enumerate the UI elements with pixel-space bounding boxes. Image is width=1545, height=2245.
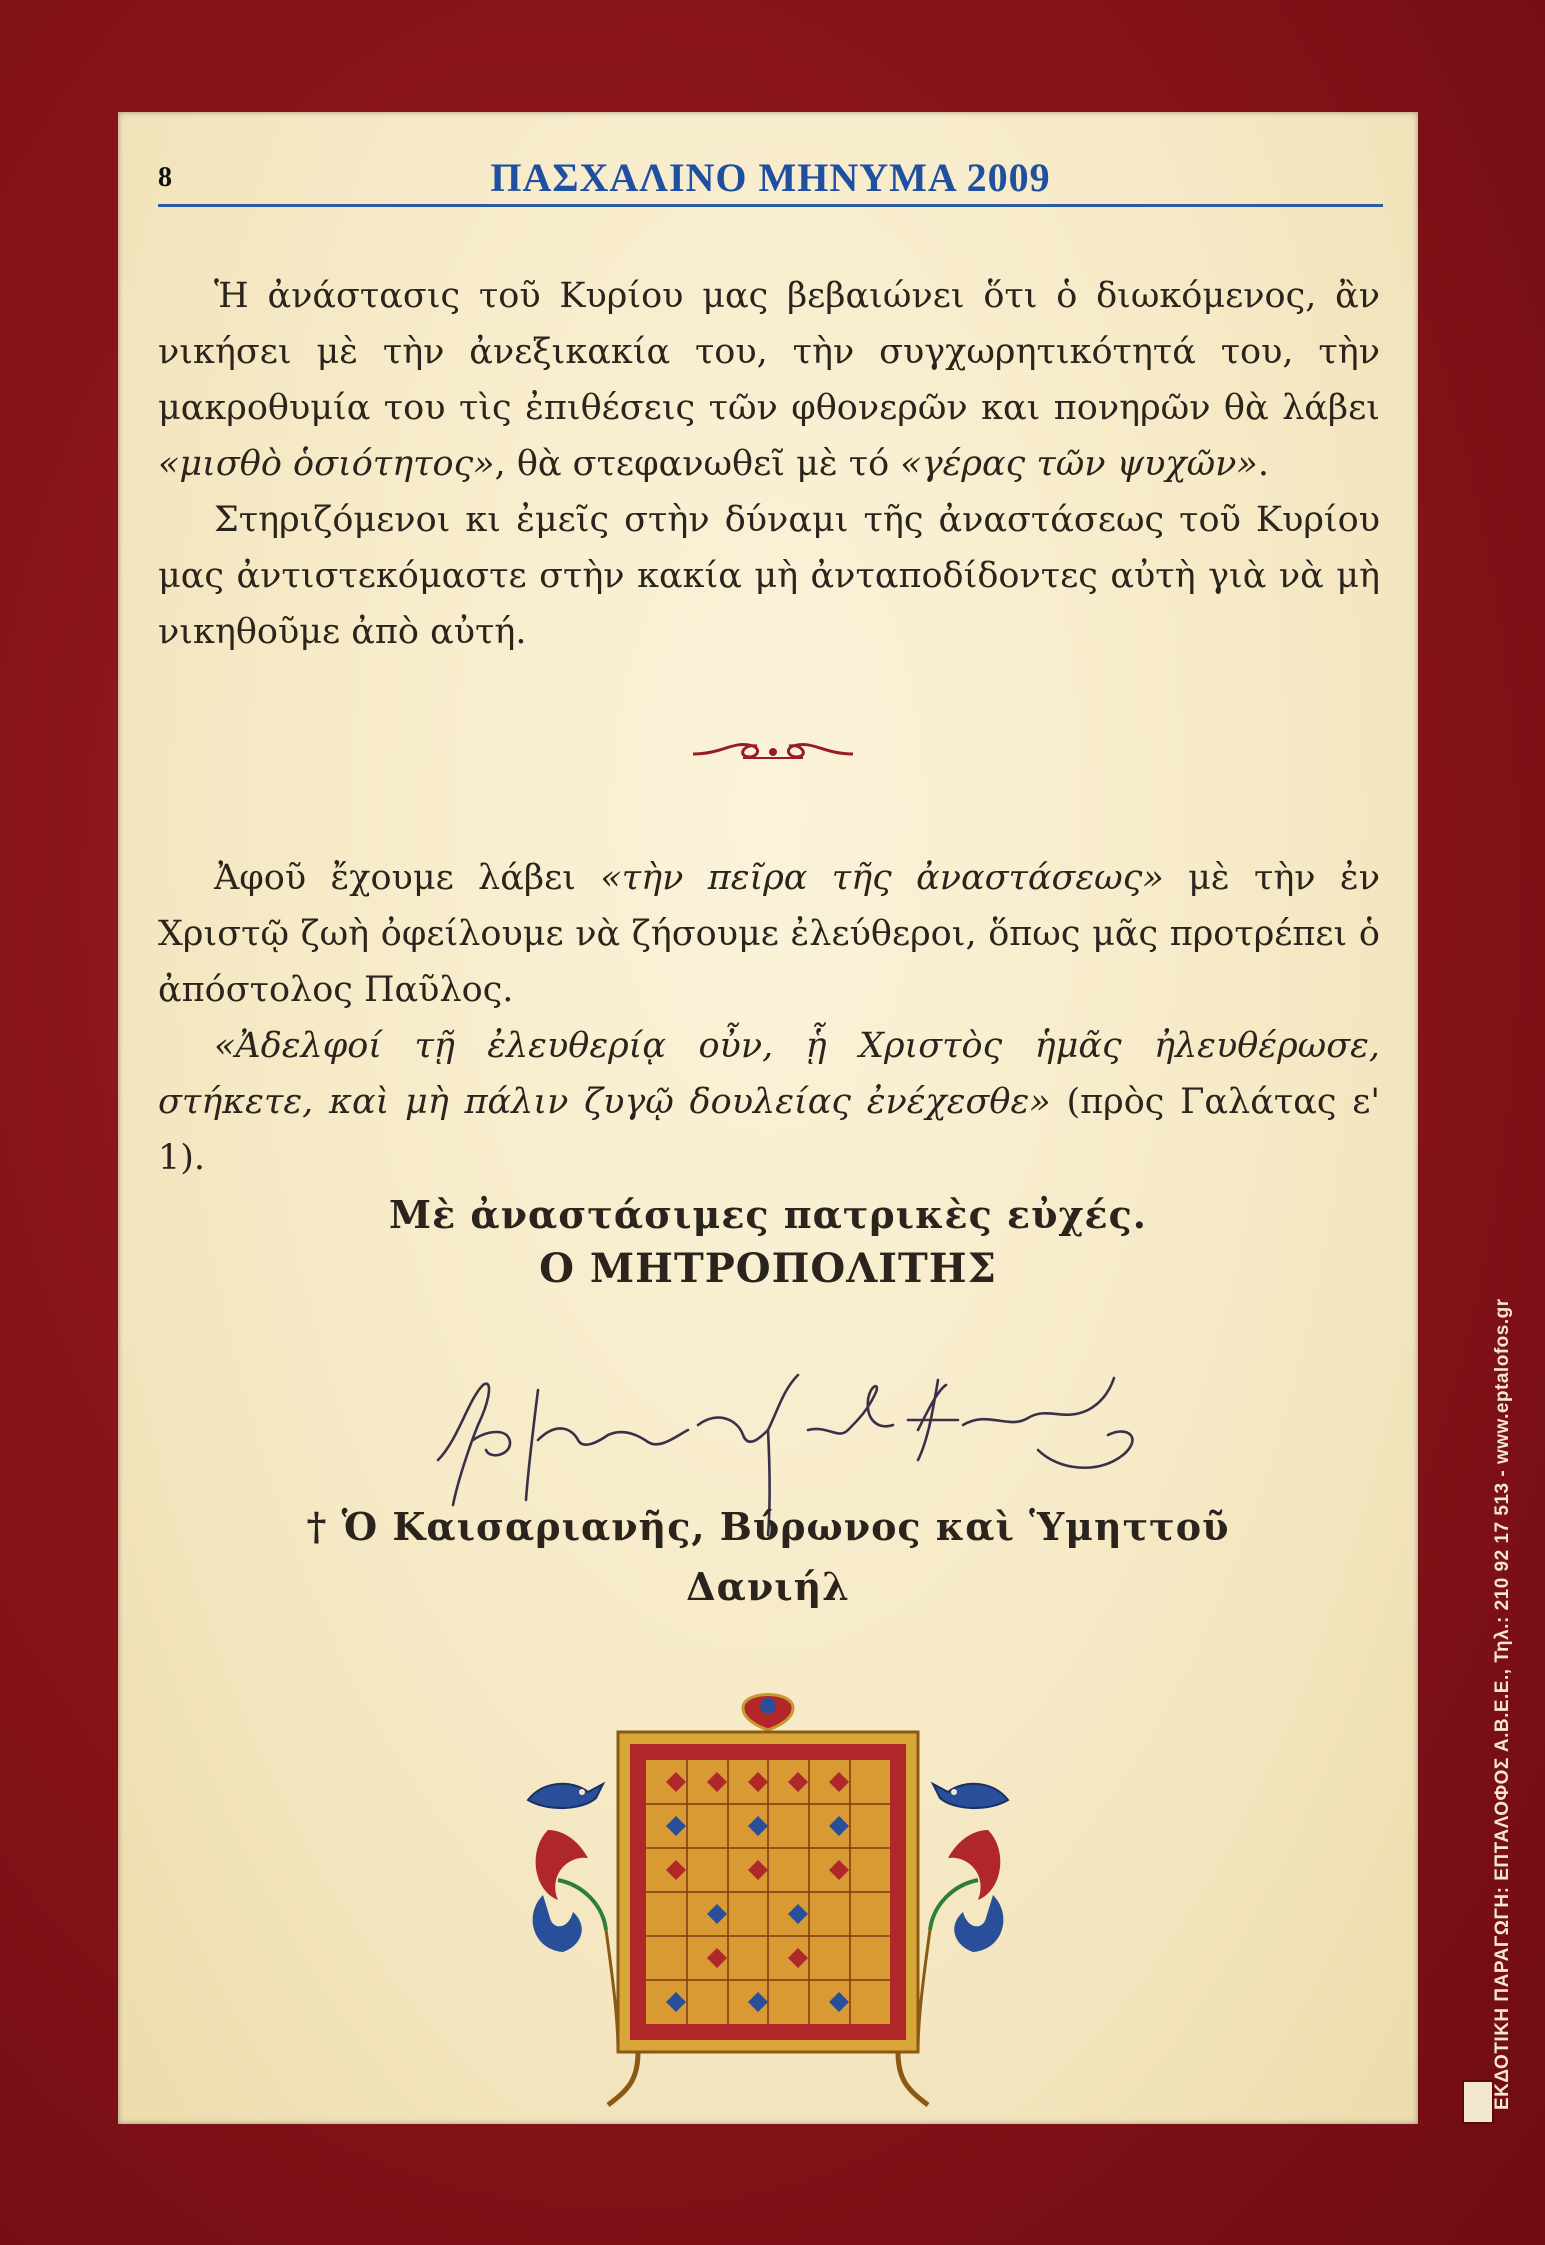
letter-body-part-2 — [158, 850, 1380, 1186]
paragraph-text: Ἡ ἀνάστασις τοῦ Κυρίου μας βεβαιώνει ὅτι ὁ διωκόμενος, ἂν νικήσει μὲ τὴν ἀνεξικακία του, τὴν συγχωρητικότητά του, τὴν μακροθυμία του τὶς ἐπιθέσεις τῶν φθονερῶν και πονηρῶν θὰ λάβει — [158, 276, 1380, 428]
body-paragraph — [158, 492, 1380, 660]
quoted-text: «τὴν πεῖρα τῆς ἀναστάσεως» — [600, 858, 1164, 898]
page-number: 8 — [158, 162, 172, 193]
letter-body-part-1 — [158, 268, 1380, 660]
page-title: ΠΑΣΧΑΛΙΝΟ ΜΗΝΥΜΑ 2009 — [490, 155, 1051, 200]
body-paragraph — [158, 268, 1380, 492]
byzantine-headpiece-ornament — [488, 1680, 1048, 2120]
paragraph-text: μὲ τὴν ἐν Χριστῷ ζωὴ ὀφείλουμε νὰ ζήσουμε ἐλεύθεροι, ὅπως μᾶς προτρέπει ὁ ἀπόστολος Παῦλος. — [158, 858, 1380, 1010]
closing-greeting: Μὲ ἀναστάσιμες πατρικὲς εὐχές. — [389, 1192, 1147, 1237]
page-header — [158, 140, 1383, 207]
bishop-title-line: † Ὁ Καισαριανῆς, Βύρωνος καὶ Ὑμηττοῦ — [306, 1504, 1230, 1549]
body-paragraph — [158, 1018, 1380, 1186]
body-paragraph — [158, 850, 1380, 1018]
paragraph-text: Ἀφοῦ ἔχουμε λάβει — [214, 858, 601, 898]
quoted-text: «γέρας τῶν ψυχῶν» — [900, 444, 1258, 484]
paragraph-text: , θὰ στεφανωθεῖ μὲ τό — [494, 444, 901, 484]
paragraph-text: . — [1257, 444, 1269, 484]
paragraph-text: (πρὸς Γαλάτας ε' 1). — [158, 1082, 1380, 1178]
ornament-divider-icon — [683, 732, 863, 768]
publisher-logo-icon — [1462, 2080, 1494, 2124]
bishop-name: Δανιήλ — [686, 1564, 850, 1609]
quoted-text: «μισθὸ ὁσιότητος» — [158, 444, 495, 484]
paragraph-text: Στηριζόμενοι κι ἐμεῖς στὴν δύναμι τῆς ἀναστάσεως τοῦ Κυρίου μας ἀντιστεκόμαστε στὴν κακία μὴ ἀνταποδίδοντες αὐτὴ γιὰ νὰ μὴ νικηθοῦμε ἀπὸ αὐτή. — [158, 500, 1380, 652]
quoted-text: «Ἀδελφοί τῇ ἐλευθερίᾳ οὖν, ᾗ Χριστὸς ἡμᾶς ἠλευθέρωσε, στήκετε, καὶ μὴ πάλιν ζυγῷ δουλείας ἐνέχεσθε» — [158, 1026, 1380, 1122]
signatory-title: Ο ΜΗΤΡΟΠΟΛΙΤΗΣ — [539, 1245, 997, 1292]
publisher-credit: ΕΚΔΟΤΙΚΗ ΠΑΡΑΓΩΓΗ: ΕΠΤΑΛΟΦΟΣ Α.Β.Ε.Ε., Τηλ.: 210 92 17 513 - www.eptalofos.gr — [1492, 1298, 1513, 2110]
parchment-page — [118, 112, 1418, 2124]
